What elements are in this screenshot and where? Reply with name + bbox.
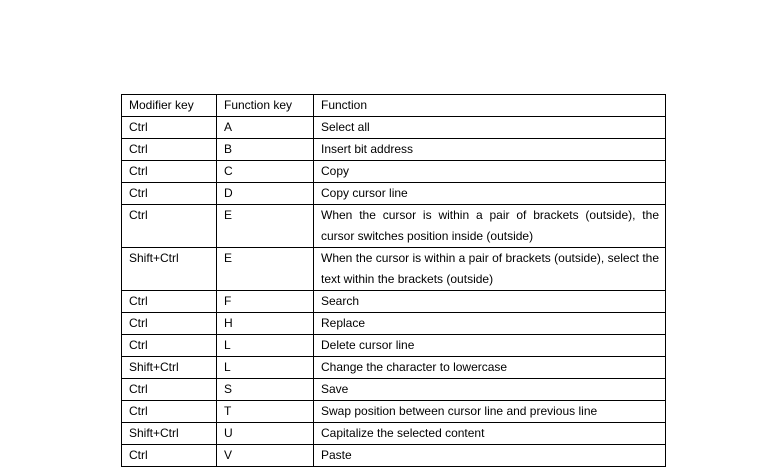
table-row <box>122 423 666 445</box>
cell-modifier-key: Ctrl <box>122 313 217 335</box>
table-row <box>122 445 666 467</box>
cell-modifier-key: Ctrl <box>122 161 217 183</box>
cell-modifier-key: Ctrl <box>122 401 217 423</box>
header-modifier-key: Modifier key <box>122 95 217 117</box>
cell-modifier-key: Shift+Ctrl <box>122 248 217 291</box>
cell-modifier-key: Ctrl <box>122 183 217 205</box>
table-row <box>122 248 666 291</box>
cell-function-key: L <box>217 357 314 379</box>
table-row <box>122 357 666 379</box>
cell-function: Capitalize the selected content <box>314 423 666 445</box>
cell-function-key: T <box>217 401 314 423</box>
cell-function: Copy cursor line <box>314 183 666 205</box>
cell-function: Replace <box>314 313 666 335</box>
table-row <box>122 205 666 248</box>
cell-function: Select all <box>314 117 666 139</box>
cell-function-key: C <box>217 161 314 183</box>
table-row <box>122 313 666 335</box>
cell-modifier-key: Ctrl <box>122 379 217 401</box>
table-row <box>122 161 666 183</box>
shortcut-table <box>121 94 666 467</box>
cell-function: Swap position between cursor line and previous line <box>314 401 666 423</box>
header-function-key: Function key <box>217 95 314 117</box>
cell-function-key: E <box>217 205 314 248</box>
cell-function: Change the character to lowercase <box>314 357 666 379</box>
table-row <box>122 183 666 205</box>
table-row <box>122 401 666 423</box>
cell-modifier-key: Shift+Ctrl <box>122 357 217 379</box>
cell-function: When the cursor is within a pair of brackets (outside), select the text within the brackets (outside) <box>314 248 666 291</box>
table-row <box>122 139 666 161</box>
table-header-row <box>122 95 666 117</box>
cell-modifier-key: Ctrl <box>122 291 217 313</box>
cell-function: Paste <box>314 445 666 467</box>
cell-function: Save <box>314 379 666 401</box>
cell-modifier-key: Ctrl <box>122 335 217 357</box>
shortcut-table-body <box>122 95 666 467</box>
cell-modifier-key: Ctrl <box>122 205 217 248</box>
table-row <box>122 379 666 401</box>
header-function: Function <box>314 95 666 117</box>
cell-function-key: F <box>217 291 314 313</box>
cell-function-key: S <box>217 379 314 401</box>
cell-modifier-key: Ctrl <box>122 139 217 161</box>
cell-function: Insert bit address <box>314 139 666 161</box>
cell-function: Delete cursor line <box>314 335 666 357</box>
table-row <box>122 291 666 313</box>
table-row <box>122 335 666 357</box>
cell-function-key: D <box>217 183 314 205</box>
cell-function: When the cursor is within a pair of brackets (outside), the cursor switches position inside (outside) <box>314 205 666 248</box>
cell-function-key: E <box>217 248 314 291</box>
cell-function-key: V <box>217 445 314 467</box>
cell-function: Search <box>314 291 666 313</box>
cell-function-key: A <box>217 117 314 139</box>
cell-function-key: H <box>217 313 314 335</box>
cell-modifier-key: Ctrl <box>122 117 217 139</box>
cell-function-key: B <box>217 139 314 161</box>
cell-modifier-key: Ctrl <box>122 445 217 467</box>
cell-modifier-key: Shift+Ctrl <box>122 423 217 445</box>
table-row <box>122 117 666 139</box>
cell-function-key: L <box>217 335 314 357</box>
cell-function-key: U <box>217 423 314 445</box>
cell-function: Copy <box>314 161 666 183</box>
